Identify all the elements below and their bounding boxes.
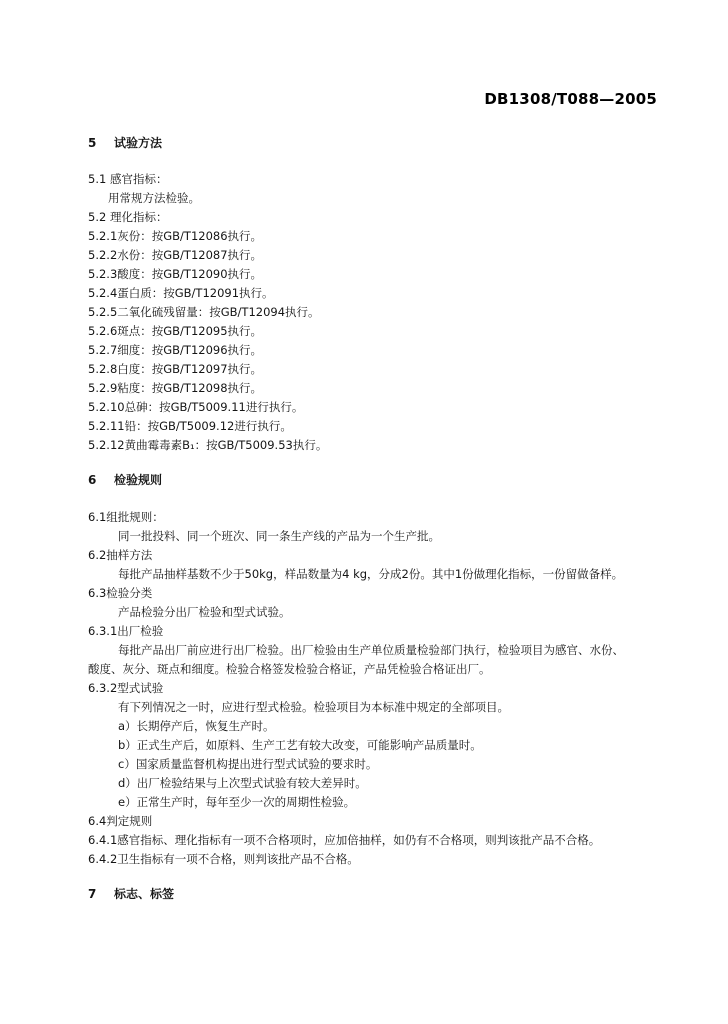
list-item: e）正常生产时，每年至少一次的周期性检验。 [118, 795, 356, 809]
clause-5-2-9: 5.2.9粘度：按GB/T12098执行。 [88, 381, 263, 395]
clause-5-2-10: 5.2.10总砷：按GB/T5009.11进行执行。 [88, 400, 304, 414]
section-number: 7 [88, 887, 97, 901]
clause-5-2-12: 5.2.12黄曲霉毒素B₁：按GB/T5009.53执行。 [88, 438, 328, 452]
list-item: a）长期停产后，恢复生产时。 [118, 719, 275, 733]
clause-6-3-2: 6.3.2型式试验 [88, 681, 164, 695]
clause-text: 用常规方法检验。 [108, 191, 200, 205]
section-6-heading [88, 473, 162, 487]
clause-text: 每批产品出厂前应进行出厂检验。出厂检验由生产单位质量检验部门执行，检验项目为感官、水份、 [118, 643, 624, 657]
clause-5-2-1: 5.2.1灰份：按GB/T12086执行。 [88, 229, 263, 243]
list-item: c）国家质量监督机构提出进行型式试验的要求时。 [118, 757, 378, 771]
clause-text: 产品检验分出厂检验和型式试验。 [118, 605, 291, 619]
clause-6-3-1: 6.3.1出厂检验 [88, 624, 164, 638]
clause-5-2-3: 5.2.3酸度：按GB/T12090执行。 [88, 267, 263, 281]
clause-5-2-5: 5.2.5二氧化硫残留量：按GB/T12094执行。 [88, 305, 320, 319]
clause-5-1: 5.1 感官指标： [88, 172, 168, 186]
clause-text: 酸度、灰分、斑点和细度。检验合格签发检验合格证，产品凭检验合格证出厂。 [88, 662, 491, 676]
clause-5-2-4: 5.2.4蛋白质：按GB/T12091执行。 [88, 286, 274, 300]
section-number: 5 [88, 136, 97, 150]
section-title: 试验方法 [114, 136, 163, 150]
clause-6-4-1: 6.4.1感官指标、理化指标有一项不合格项时，应加倍抽样，如仍有不合格项，则判该批产品不合格。 [88, 833, 601, 847]
clause-5-2-6: 5.2.6斑点：按GB/T12095执行。 [88, 324, 263, 338]
section-title: 检验规则 [114, 473, 163, 487]
clause-5-2-2: 5.2.2水份：按GB/T12087执行。 [88, 248, 263, 262]
clause-6-4: 6.4判定规则 [88, 814, 153, 828]
clause-5-2: 5.2 理化指标： [88, 210, 168, 224]
list-item: d）出厂检验结果与上次型式试验有较大差异时。 [118, 776, 367, 790]
clause-text: 同一批投料、同一个班次、同一条生产线的产品为一个生产批。 [118, 529, 440, 543]
clause-text: 有下列情况之一时，应进行型式检验。检验项目为本标准中规定的全部项目。 [118, 700, 509, 714]
clause-6-2: 6.2抽样方法 [88, 548, 153, 562]
clause-6-4-2: 6.4.2卫生指标有一项不合格，则判该批产品不合格。 [88, 852, 359, 866]
clause-6-3: 6.3检验分类 [88, 586, 153, 600]
section-5-heading [88, 136, 162, 150]
clause-6-1: 6.1组批规则： [88, 510, 164, 524]
clause-5-2-8: 5.2.8白度：按GB/T12097执行。 [88, 362, 263, 376]
section-7-heading [88, 887, 174, 901]
list-item: b）正式生产后，如原料、生产工艺有较大改变，可能影响产品质量时。 [118, 738, 482, 752]
section-title: 标志、标签 [114, 887, 175, 901]
section-number: 6 [88, 473, 97, 487]
clause-5-2-7: 5.2.7细度：按GB/T12096执行。 [88, 343, 263, 357]
document-code: DB1308/T088—2005 [484, 90, 657, 108]
clause-text: 每批产品抽样基数不少于50kg，样品数量为4 kg，分成2份。其中1份做理化指标，一份留做备样。 [118, 567, 624, 581]
clause-5-2-11: 5.2.11铅：按GB/T5009.12进行执行。 [88, 419, 292, 433]
